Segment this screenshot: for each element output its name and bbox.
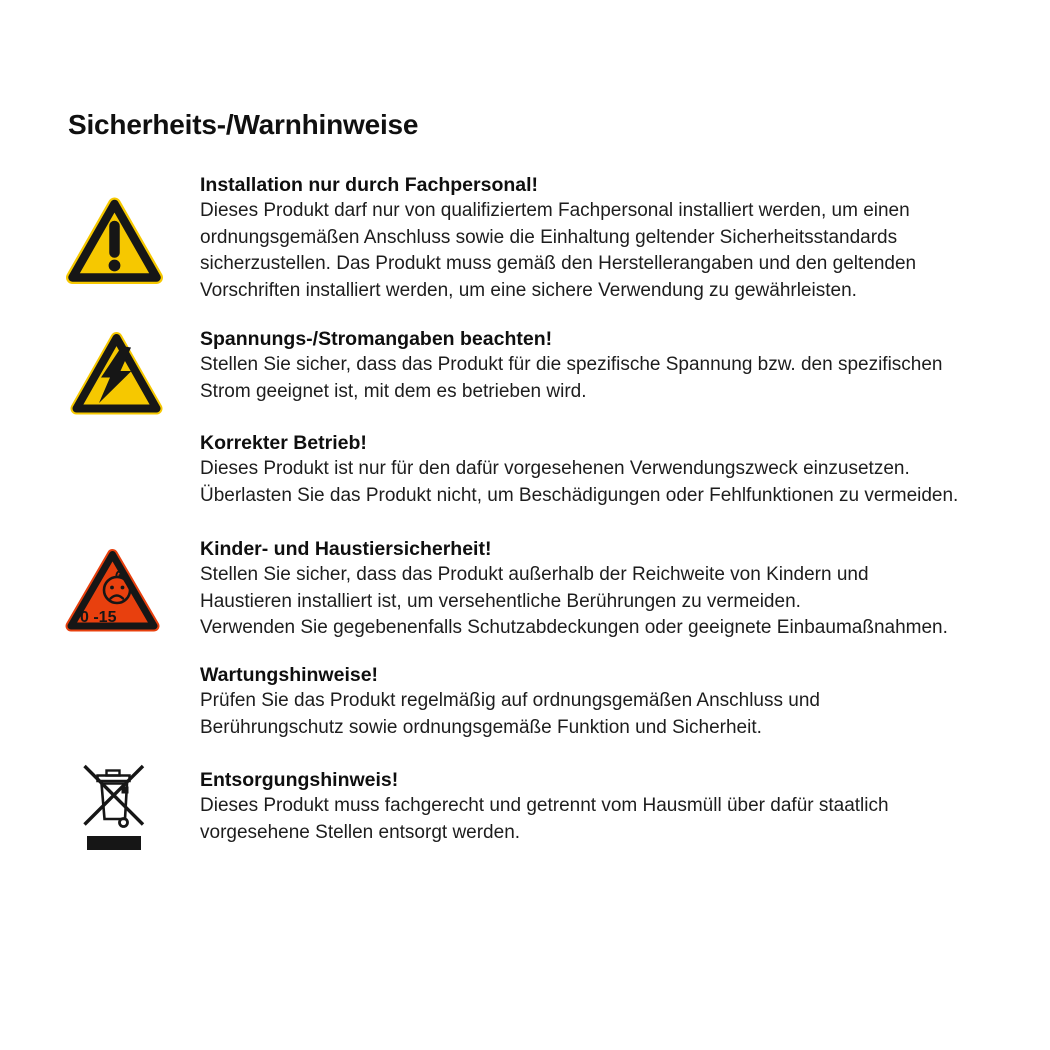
baby-right-eye: [121, 586, 125, 590]
section-heading: Spannungs-/Stromangaben beachten!: [200, 328, 553, 350]
body-line: Dieses Produkt muss fachgerecht und getrennt vom Hausmüll über dafür staatlich: [200, 795, 889, 817]
section-heading: Installation nur durch Fachpersonal!: [200, 174, 539, 196]
section-disposal: [200, 767, 889, 846]
body-line: Vorschriften installiert werden, um eine sichere Verwendung zu gewährleisten.: [200, 279, 857, 301]
section-voltage-current: [200, 326, 943, 405]
section-heading: Kinder- und Haustiersicherheit!: [200, 538, 492, 560]
baby-left-eye: [110, 586, 114, 590]
body-line: Berührungschutz sowie ordnungsgemäße Funktion und Sicherheit.: [200, 716, 762, 738]
body-line: ordnungsgemäßen Anschluss sowie die Einhaltung geltender Sicherheitsstandards: [200, 226, 898, 248]
section-correct-operation: [200, 430, 958, 509]
bin-detail-square: [122, 787, 129, 794]
weee-solid-bar: [87, 836, 141, 850]
high-voltage-triangle-icon: [70, 330, 163, 421]
general-warning-triangle-icon: [66, 196, 163, 291]
bin-outline-group: [85, 766, 144, 827]
exclamation-dot: [109, 260, 121, 272]
bin-lid: [98, 776, 130, 782]
section-heading: Korrekter Betrieb!: [200, 432, 367, 454]
page-title: Sicherheits-/Warnhinweise: [68, 109, 419, 140]
section-heading: Entsorgungshinweis!: [200, 769, 399, 791]
body-line: vorgesehene Stellen entsorgt werden.: [200, 821, 521, 843]
body-line: Strom geeignet ist, mit dem es betrieben wird.: [200, 380, 587, 402]
bin-wheel: [120, 819, 128, 827]
section-heading: Wartungshinweise!: [200, 664, 379, 686]
body-line: Verwenden Sie gegebenenfalls Schutzabdeckungen oder geeignete Einbaumaßnahmen.: [200, 617, 948, 639]
body-line: Stellen Sie sicher, dass das Produkt außerhalb der Reichweite von Kindern und: [200, 564, 869, 586]
body-line: Stellen Sie sicher, dass das Produkt für die spezifische Spannung bzw. den spezifischen: [200, 354, 943, 376]
body-line: Dieses Produkt darf nur von qualifiziertem Fachpersonal installiert werden, um einen: [200, 200, 910, 222]
section-children-pets-safety: [200, 536, 948, 642]
section-installation: [200, 172, 916, 304]
body-line: Prüfen Sie das Produkt regelmäßig auf ordnungsgemäßen Anschluss und: [200, 690, 820, 712]
weee-crossed-out-bin-icon: [81, 757, 147, 858]
body-line: Überlasten Sie das Produkt nicht, um Beschädigungen oder Fehlfunktionen zu vermeiden.: [200, 484, 959, 506]
section-maintenance: [200, 662, 820, 741]
body-line: Haustieren installiert ist, um versehentliche Berührungen zu vermeiden.: [200, 590, 801, 612]
body-line: Dieses Produkt ist nur für den dafür vorgesehenen Verwendungszweck einzusetzen.: [200, 458, 910, 480]
age-range-label: 0 -15: [80, 609, 117, 626]
children-safety-triangle-icon: [64, 546, 161, 639]
body-line: sicherzustellen. Das Produkt muss gemäß den Herstellerangaben und den geltenden: [200, 253, 917, 275]
